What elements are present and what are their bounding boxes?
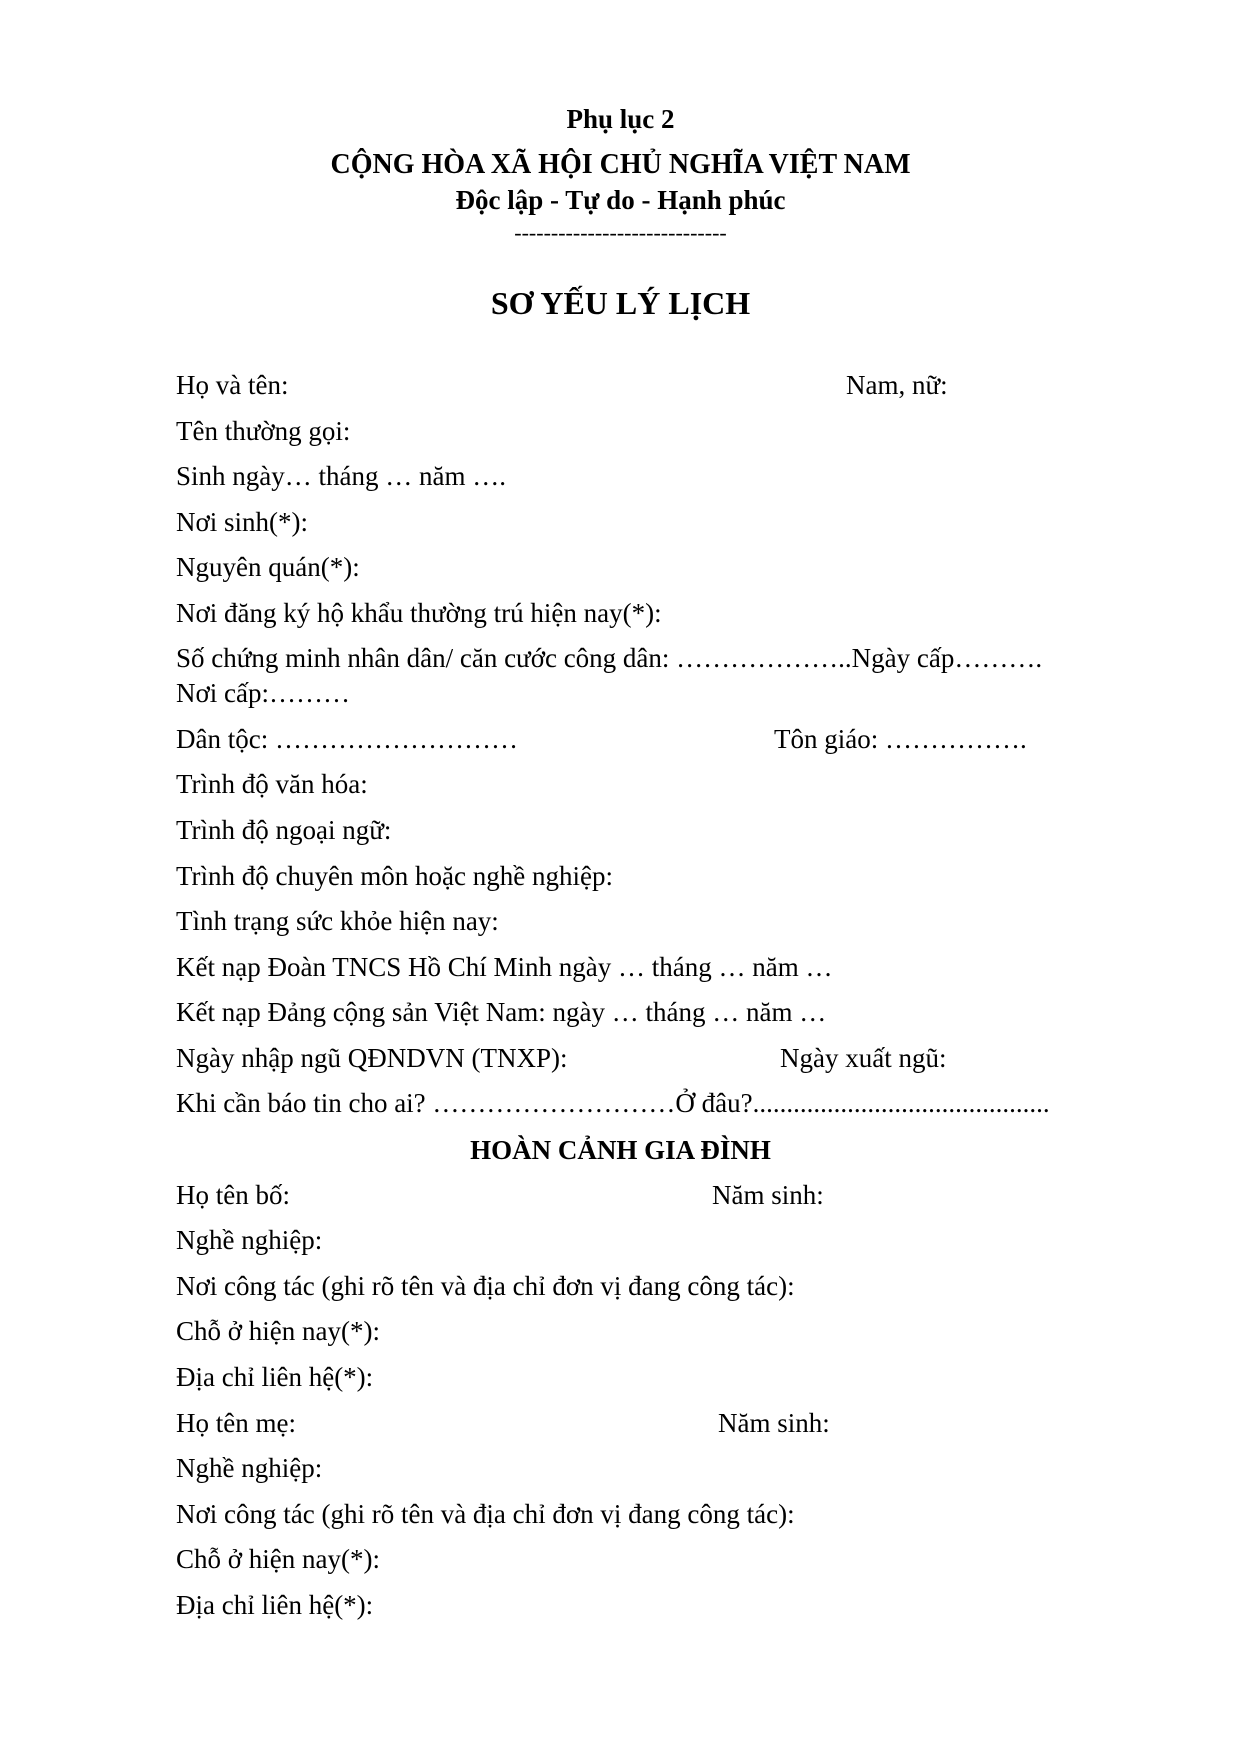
header-divider: -----------------------------: [514, 220, 727, 245]
mother-workplace-label: Nơi công tác (ghi rõ tên và địa chỉ đơn vị đang công tác):: [176, 1499, 795, 1529]
father-workplace-label: Nơi công tác (ghi rõ tên và địa chỉ đơn vị đang công tác):: [176, 1271, 795, 1301]
religion-label: Tôn giáo: …………….: [774, 724, 1027, 754]
mother-birth-year-label: Năm sinh:: [718, 1408, 830, 1438]
discharge-date-label: Ngày xuất ngũ:: [780, 1043, 947, 1073]
mother-name-label: Họ tên mẹ:: [176, 1408, 296, 1438]
father-job-label: Nghề nghiệp:: [176, 1225, 323, 1255]
nation-heading: CỘNG HÒA XÃ HỘI CHỦ NGHĨA VIỆT NAM: [330, 149, 911, 180]
foreign-language-label: Trình độ ngoại ngữ:: [176, 815, 392, 845]
education-label: Trình độ văn hóa:: [176, 769, 368, 799]
father-birth-year-label: Năm sinh:: [712, 1180, 824, 1210]
mother-job-label: Nghề nghiệp:: [176, 1453, 323, 1483]
party-label: Kết nạp Đảng cộng sản Việt Nam: ngày … tháng … năm …: [176, 997, 827, 1027]
gender-label: Nam, nữ:: [846, 370, 948, 400]
ethnicity-label: Dân tộc: ………………………: [176, 724, 518, 754]
health-label: Tình trạng sức khỏe hiện nay:: [176, 906, 499, 936]
enlist-date-label: Ngày nhập ngũ QĐNDVN (TNXP):: [176, 1043, 568, 1073]
common-name-label: Tên thường gọi:: [176, 416, 351, 446]
contact-label: Khi cần báo tin cho ai? ………………………Ở đâu?............................................: [176, 1088, 1050, 1118]
residence-label: Nơi đăng ký hộ khẩu thường trú hiện nay(*):: [176, 598, 662, 628]
youth-union-label: Kết nạp Đoàn TNCS Hồ Chí Minh ngày … tháng … năm …: [176, 952, 833, 982]
family-section-title: HOÀN CẢNH GIA ĐÌNH: [470, 1135, 771, 1165]
profession-label: Trình độ chuyên môn hoặc nghề nghiệp:: [176, 861, 613, 891]
id-number-label: Số chứng minh nhân dân/ căn cước công dân: ………………..Ngày cấp……….: [176, 643, 1043, 673]
id-place-label: Nơi cấp:………: [176, 678, 350, 708]
page-title: SƠ YẾU LÝ LỊCH: [490, 285, 751, 321]
mother-contact-address-label: Địa chỉ liên hệ(*):: [176, 1590, 374, 1620]
father-current-address-label: Chỗ ở hiện nay(*):: [176, 1316, 380, 1346]
father-name-label: Họ tên bố:: [176, 1180, 290, 1210]
father-contact-address-label: Địa chỉ liên hệ(*):: [176, 1362, 374, 1392]
birth-date-label: Sinh ngày… tháng … năm ….: [176, 461, 506, 491]
motto-heading: Độc lập - Tự do - Hạnh phúc: [455, 185, 786, 215]
appendix-label: Phụ lục 2: [566, 104, 675, 134]
origin-label: Nguyên quán(*):: [176, 552, 360, 582]
birth-place-label: Nơi sinh(*):: [176, 507, 309, 537]
full-name-label: Họ và tên:: [176, 370, 289, 400]
mother-current-address-label: Chỗ ở hiện nay(*):: [176, 1544, 380, 1574]
